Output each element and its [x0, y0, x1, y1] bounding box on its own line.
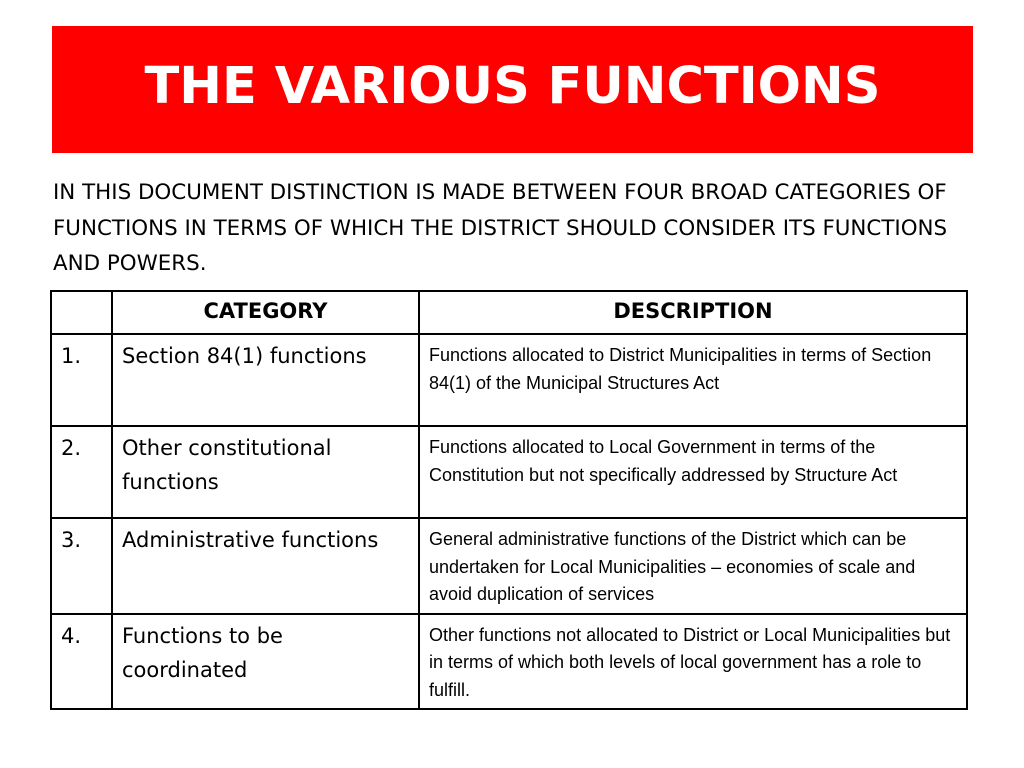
row-number: 3.: [51, 518, 112, 614]
row-number: 1.: [51, 334, 112, 426]
table-row: [51, 614, 967, 710]
header-category: CATEGORY: [112, 291, 419, 334]
table-row: [51, 426, 967, 518]
row-number: 4.: [51, 614, 112, 710]
row-category: Section 84(1) functions: [112, 334, 419, 426]
row-category: Administrative functions: [112, 518, 419, 614]
title-banner: [52, 26, 973, 153]
slide-title: THE VARIOUS FUNCTIONS: [144, 57, 881, 116]
header-number: [51, 291, 112, 334]
row-description: Functions allocated to Local Government in terms of the Constitution but not specifically addressed by Structure Act: [419, 426, 967, 518]
row-description: Other functions not allocated to District or Local Municipalities but in terms of which both levels of local government has a role to fulfill.: [419, 614, 967, 710]
row-description: General administrative functions of the District which can be undertaken for Local Municipalities – economies of scale and avoid duplication of services: [419, 518, 967, 614]
intro-paragraph: IN THIS DOCUMENT DISTINCTION IS MADE BETWEEN FOUR BROAD CATEGORIES OF FUNCTIONS IN TERMS OF WHICH THE DISTRICT SHOULD CONSIDER ITS FUNCTIONS AND POWERS.: [53, 180, 948, 276]
functions-table: [50, 290, 968, 710]
table-row: [51, 518, 967, 614]
row-description: Functions allocated to District Municipalities in terms of Section 84(1) of the Municipal Structures Act: [419, 334, 967, 426]
header-description: DESCRIPTION: [419, 291, 967, 334]
table-header-row: [51, 291, 967, 334]
row-number: 2.: [51, 426, 112, 518]
row-category: Functions to be coordinated: [112, 614, 419, 710]
row-category: Other constitutional functions: [112, 426, 419, 518]
table-row: [51, 334, 967, 426]
